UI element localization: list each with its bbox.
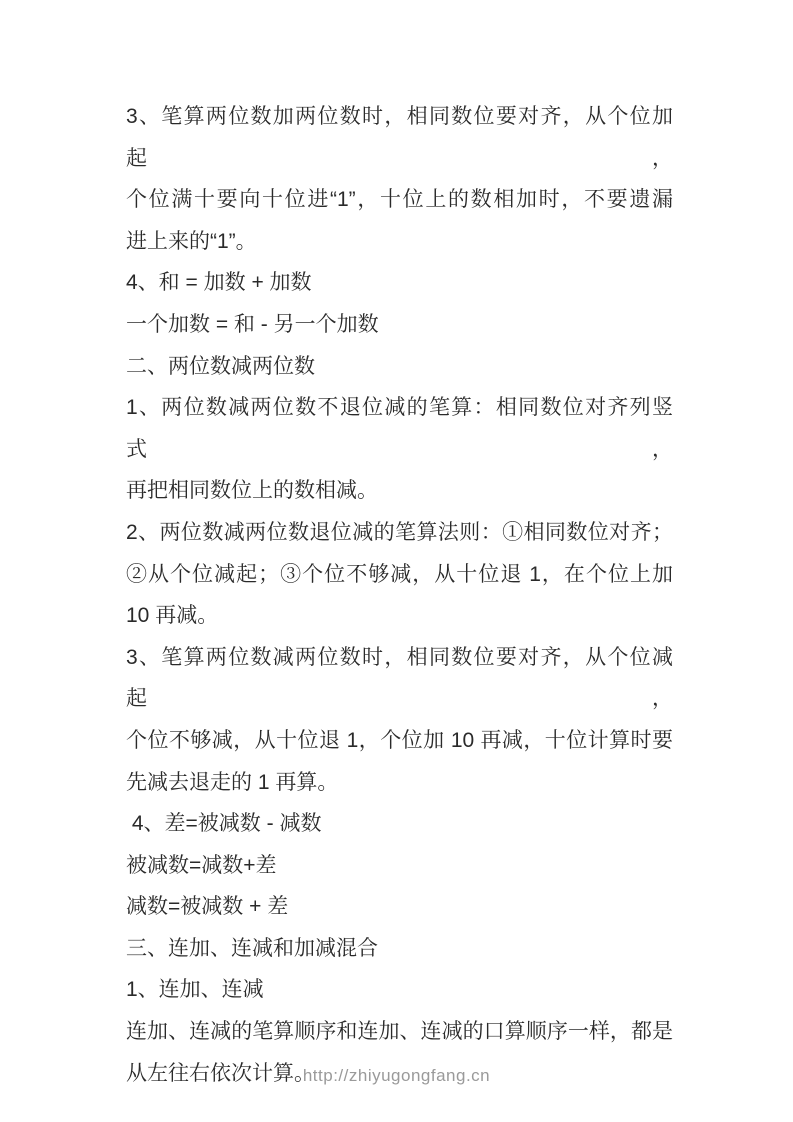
text-line: 从左往右依次计算。 [126,1061,315,1085]
text-line: 1、两位数减两位数不退位减的笔算：相同数位对齐列竖式， [126,396,673,461]
text-line: 3、笔算两位数加两位数时，相同数位要对齐，从个位加起， [126,105,673,170]
text-line: 二、两位数减两位数 [126,354,315,378]
text-line: 先减去退走的 1 再算。 [126,770,339,794]
text-line: 减数=被减数 + 差 [126,895,289,919]
text-line: 4、差=被减数 - 减数 [126,812,322,836]
document-body [126,96,673,1094]
text-line: ②从个位减起；③个位不够减，从十位退 1，在个位上加 [126,562,673,586]
text-line: 4、和 = 加数 + 加数 [126,271,312,295]
text-line: 一个加数 = 和 - 另一个加数 [126,312,379,336]
text-line: 再把相同数位上的数相减。 [126,479,378,503]
text-line: 进上来的“1”。 [126,229,257,253]
text-line: 三、连加、连减和加减混合 [126,936,378,960]
text-line: 个位不够减，从十位退 1，个位加 10 再减，十位计算时要 [126,728,673,752]
text-line: 连加、连减的笔算顺序和连加、连减的口算顺序一样，都是 [126,1020,673,1044]
text-line: 10 再减。 [126,604,219,628]
text-line: 2、两位数减两位数退位减的笔算法则：①相同数位对齐； [126,520,673,544]
text-line: 被减数=减数+差 [126,853,277,877]
text-line: 3、笔算两位数减两位数时，相同数位要对齐，从个位减起， [126,645,673,711]
footer-url: http://zhiyugongfang.cn [302,1066,491,1085]
text-line: 1、连加、连减 [126,978,264,1002]
text-line: 个位满十要向十位进“1”，十位上的数相加时，不要遗漏 [126,188,673,212]
